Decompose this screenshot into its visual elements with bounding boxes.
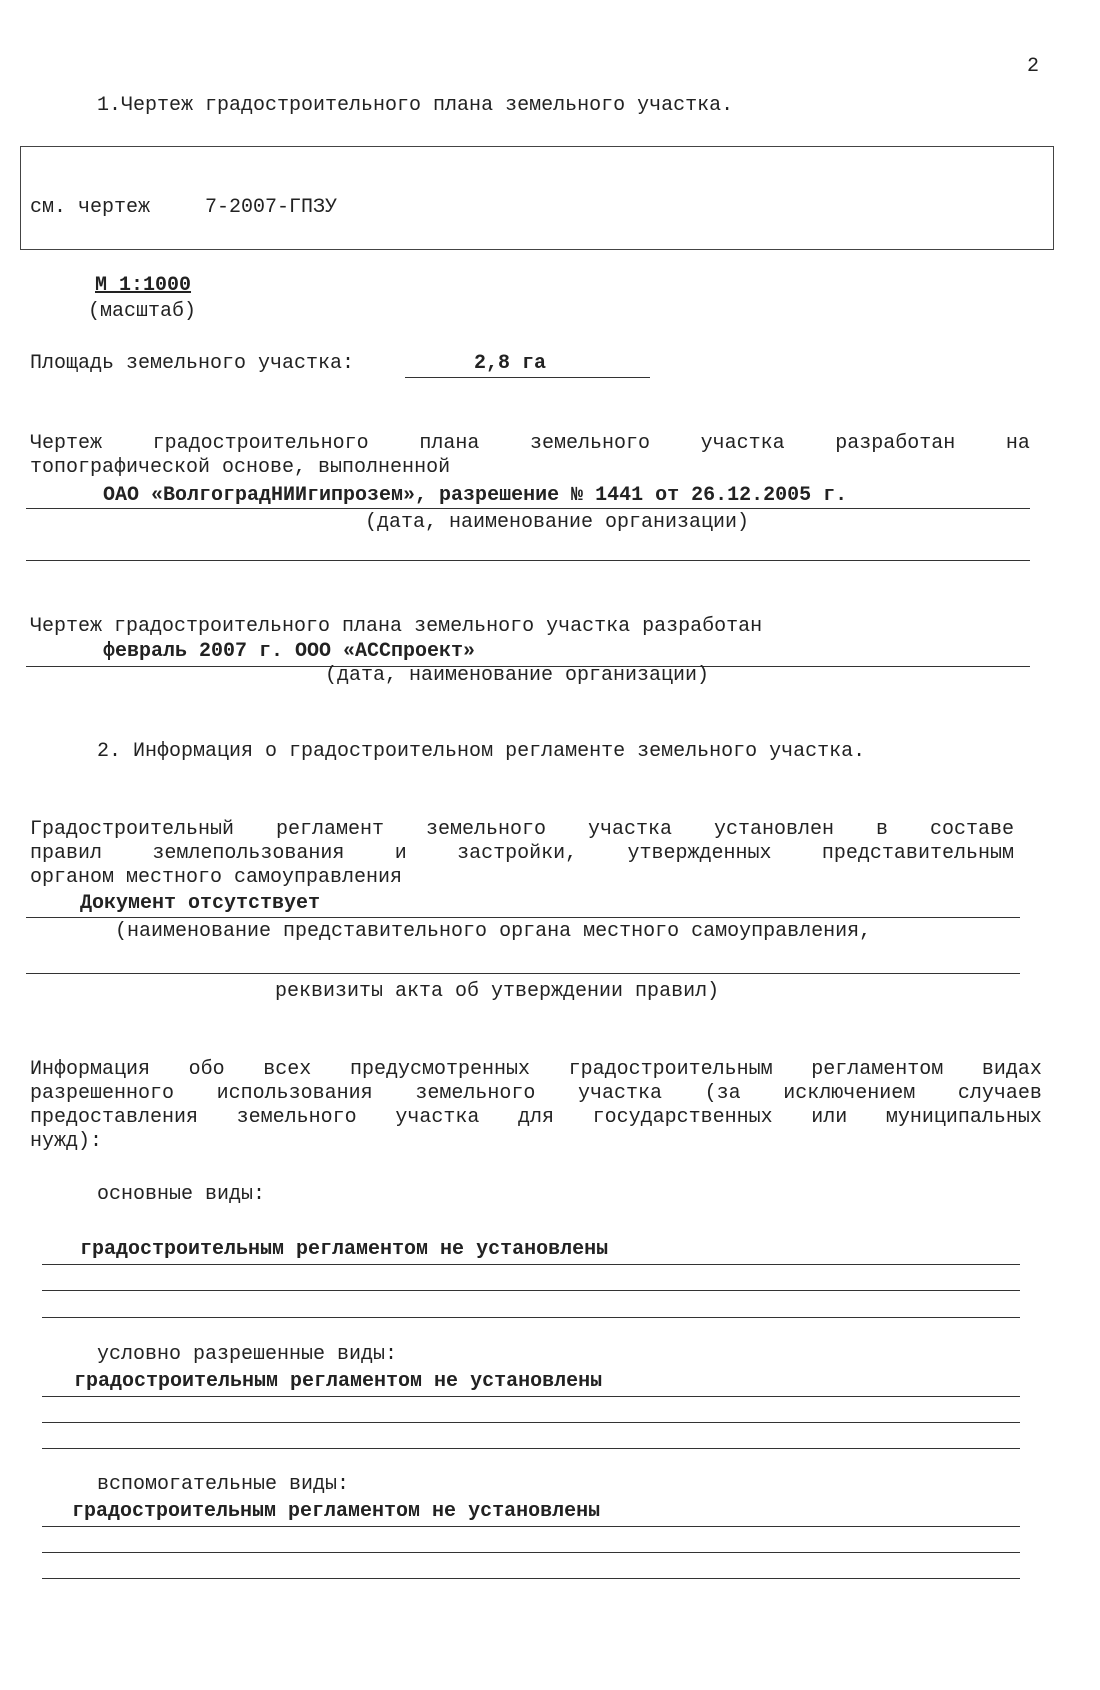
- section2-heading: 2. Информация о градостроительном регламенте земельного участка.: [97, 740, 866, 763]
- developed-label: Чертеж градостроительного плана земельного участка разработан: [30, 615, 763, 638]
- info-paragraph-line2: разрешенного использования земельного участка (за исключением случаев: [30, 1082, 1042, 1105]
- regl-paragraph-line2: правил землепользования и застройки, утвержденных представительным: [30, 842, 1014, 865]
- scale-value: М 1:1000: [95, 274, 192, 297]
- auxiliary-types-line2: [42, 1552, 1020, 1553]
- regl-document-value: Документ отсутствует: [80, 892, 321, 915]
- auxiliary-types-line1: [42, 1526, 1020, 1527]
- area-underline: [405, 377, 650, 378]
- conditional-types-line2: [42, 1422, 1020, 1423]
- developed-caption: (дата, наименование организации): [325, 664, 710, 687]
- developed-value: февраль 2007 г. ООО «АССпроект»: [103, 640, 476, 663]
- topo-paragraph-line1: Чертеж градостроительного плана земельного участка разработан на: [30, 432, 1030, 455]
- main-types-value: градостроительным регламентом не установлены: [80, 1238, 609, 1261]
- section1-heading: 1.Чертеж градостроительного плана земельного участка.: [97, 94, 734, 117]
- main-types-line2: [42, 1290, 1020, 1291]
- regl-caption-line2: реквизиты акта об утверждении правил): [275, 980, 720, 1003]
- info-paragraph-line3: предоставления земельного участка для государственных или муниципальных: [30, 1106, 1042, 1129]
- topo-org-caption: (дата, наименование организации): [365, 511, 750, 534]
- topo-paragraph-line2: топографической основе, выполненной: [30, 456, 451, 479]
- area-value: 2,8 га: [474, 352, 547, 375]
- auxiliary-types-line3: [42, 1578, 1020, 1579]
- scale-caption: (масштаб): [88, 300, 197, 323]
- info-paragraph-line4: нужд):: [30, 1130, 103, 1153]
- area-label: Площадь земельного участка:: [30, 352, 355, 375]
- drawing-reference-box: [20, 146, 1054, 250]
- drawing-ref-label: см. чертеж: [30, 196, 151, 219]
- regl-value-underline: [26, 917, 1020, 918]
- conditional-types-line3: [42, 1448, 1020, 1449]
- regl-paragraph-line1: Градостроительный регламент земельного участка установлен в составе: [30, 818, 1014, 841]
- main-types-line1: [42, 1264, 1020, 1265]
- main-types-line3: [42, 1317, 1020, 1318]
- conditional-types-line1: [42, 1396, 1020, 1397]
- regl-blank-line: [26, 973, 1020, 974]
- topo-blank-line: [26, 560, 1030, 561]
- auxiliary-types-value: градостроительным регламентом не установлены: [72, 1500, 601, 1523]
- topo-org-underline: [26, 508, 1030, 509]
- regl-paragraph-line3: органом местного самоуправления: [30, 866, 403, 889]
- page-number: 2: [1027, 55, 1040, 78]
- info-paragraph-line1: Информация обо всех предусмотренных градостроительным регламентом видах: [30, 1058, 1042, 1081]
- regl-caption-line1: (наименование представительного органа местного самоуправления,: [115, 920, 872, 943]
- conditional-types-label: условно разрешенные виды:: [97, 1343, 398, 1366]
- drawing-ref-value: 7-2007-ГПЗУ: [205, 196, 338, 219]
- conditional-types-value: градостроительным регламентом не установлены: [74, 1370, 603, 1393]
- topo-organization-value: ОАО «ВолгоградНИИгипрозем», разрешение № 1441 от 26.12.2005 г.: [103, 484, 848, 507]
- auxiliary-types-label: вспомогательные виды:: [97, 1473, 350, 1496]
- main-types-label: основные виды:: [97, 1183, 266, 1206]
